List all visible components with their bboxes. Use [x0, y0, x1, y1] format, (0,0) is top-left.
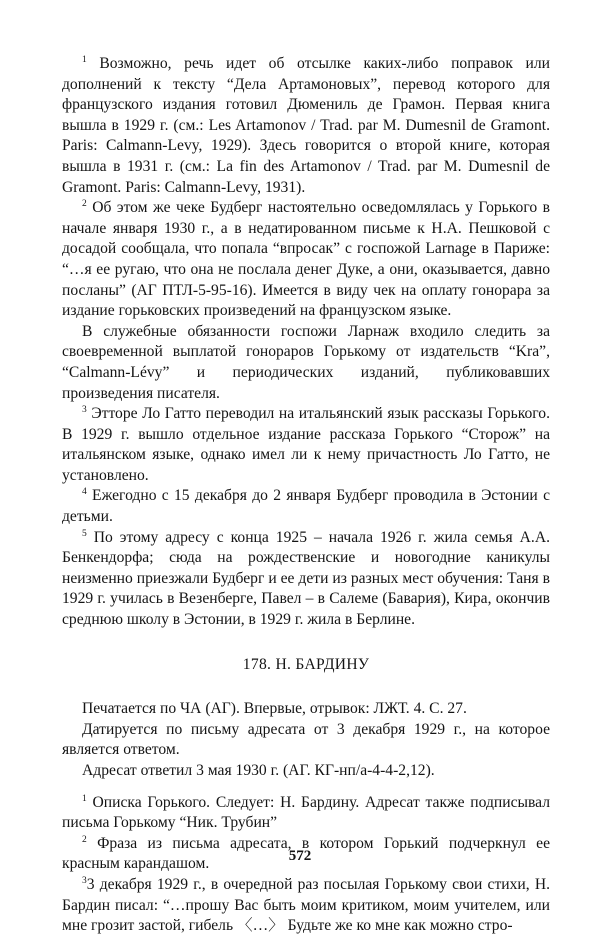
footnote: [62, 404, 550, 486]
commentary-paragraph: Адресат ответил 3 мая 1930 г. (АГ. КГ-нп/а-4-4-2,12).: [82, 762, 435, 779]
text-column: [62, 54, 550, 937]
footnote-text: 3 декабря 1929 г., в очередной раз посылая Горькому свои стихи, Н. Бардин писал: “…прошу Вас быть моим критиком, моим учителем, или мне грозит застой, гибель 〈…〉 Будьте же ко мне как можно стро-: [62, 875, 550, 935]
footnote-number: 1: [82, 793, 87, 804]
footnote-number: 4: [82, 487, 87, 498]
page-number: 572: [288, 848, 312, 864]
footnote-number: 1: [82, 55, 87, 65]
footnote-number: 3: [82, 405, 87, 416]
footnote: [62, 54, 550, 198]
footnote-number: 2: [82, 834, 87, 845]
footnote-text: Фраза из письма адресата, в котором Горький подчеркнул ее красным карандашом.: [62, 834, 550, 873]
footnote-text: В служебные обязанности госпожи Ларнаж входило следить за своевременной выплатой гонораров Горькому от издательств “Kra”, “Calmann-Lévy” и периодических изданий, публиковавших произведения писателя.: [62, 322, 550, 402]
footnote: [62, 793, 550, 834]
footnote: [62, 528, 550, 631]
footnote: [62, 875, 550, 937]
commentary-paragraph: Печатается по ЧА (АГ). Впервые, отрывок: ЛЖТ. 4. С. 27.: [82, 700, 467, 718]
footnote: [62, 486, 550, 527]
commentary-paragraph: Датируется по письму адресата от 3 декабря 1929 г., на которое является ответом.: [62, 720, 550, 759]
footnote: [62, 198, 550, 322]
footnote-continuation: [62, 322, 550, 404]
footnote-text: Возможно, речь идет об отсылке каких-либо поправок или дополнений к тексту “Дела Артамоновых”, перевод которого для французского издания готовил Дюмениль де Грамон. Первая книга вышла в 1929 г. (см.: Les Artamonov / Trad. par M. Dumesnil de Gramont. Paris: Calmann-Levy, 1929). Здесь говорится о второй книге, которая вышла в 1931 г. (см.: La fin des Artamonov / Trad. par M. Dumesnil de Gramont. Paris: Calmann-Levy, 1931).: [62, 55, 550, 196]
footnote-text: Описка Горького. Следует: Н. Бардину. Адресат также подписывал письма Горькому “Ник. Трубин”: [62, 793, 550, 832]
footnote-number: 3: [82, 875, 87, 886]
footnote-number: 2: [82, 199, 87, 210]
section-gap: [62, 782, 550, 793]
footnote-number: 5: [82, 528, 87, 539]
footnote-text: Этторе Ло Гатто переводил на итальянский язык рассказы Горького. В 1929 г. вышло отдельное издание рассказа Горького “Сторож” на итальянском языке, однако имел ли к нему причастность Ло Гатто, не установлено.: [62, 405, 550, 484]
footnote-text: По этому адресу с конца 1925 – начала 1926 г. жила семья А.А. Бенкендорфа; сюда на рождественские и новогодние каникулы неизменно приезжали Будберг и ее дети из разных мест обучения: Таня в 1929 г. училась в Везенберге, Павел – в Салеме (Бавария), Кира, окончив среднюю школу в Эстонии, в 1929 г. жила в Берлине.: [62, 528, 550, 629]
letter-heading: 178. Н. БАРДИНУ: [242, 655, 370, 673]
footnote-text: Ежегодно с 15 декабря до 2 января Будберг проводила в Эстонии с детьми.: [62, 487, 550, 526]
footnote-text: Об этом же чеке Будберг настоятельно осведомлялась у Горького в начале января 1930 г., а в недатированном письме к Н.А. Пешковой с досадой сообщала, что попала “впросак” с госпожой Larnage в Париже: “…я ее ругаю, что она не послала денег Дуке, а они, оказывается, давно посланы” (АГ ПТЛ-5-95-16). Имеется в виду чек на оплату гонорара за издание горьковских произведений на французском языке.: [62, 199, 550, 320]
